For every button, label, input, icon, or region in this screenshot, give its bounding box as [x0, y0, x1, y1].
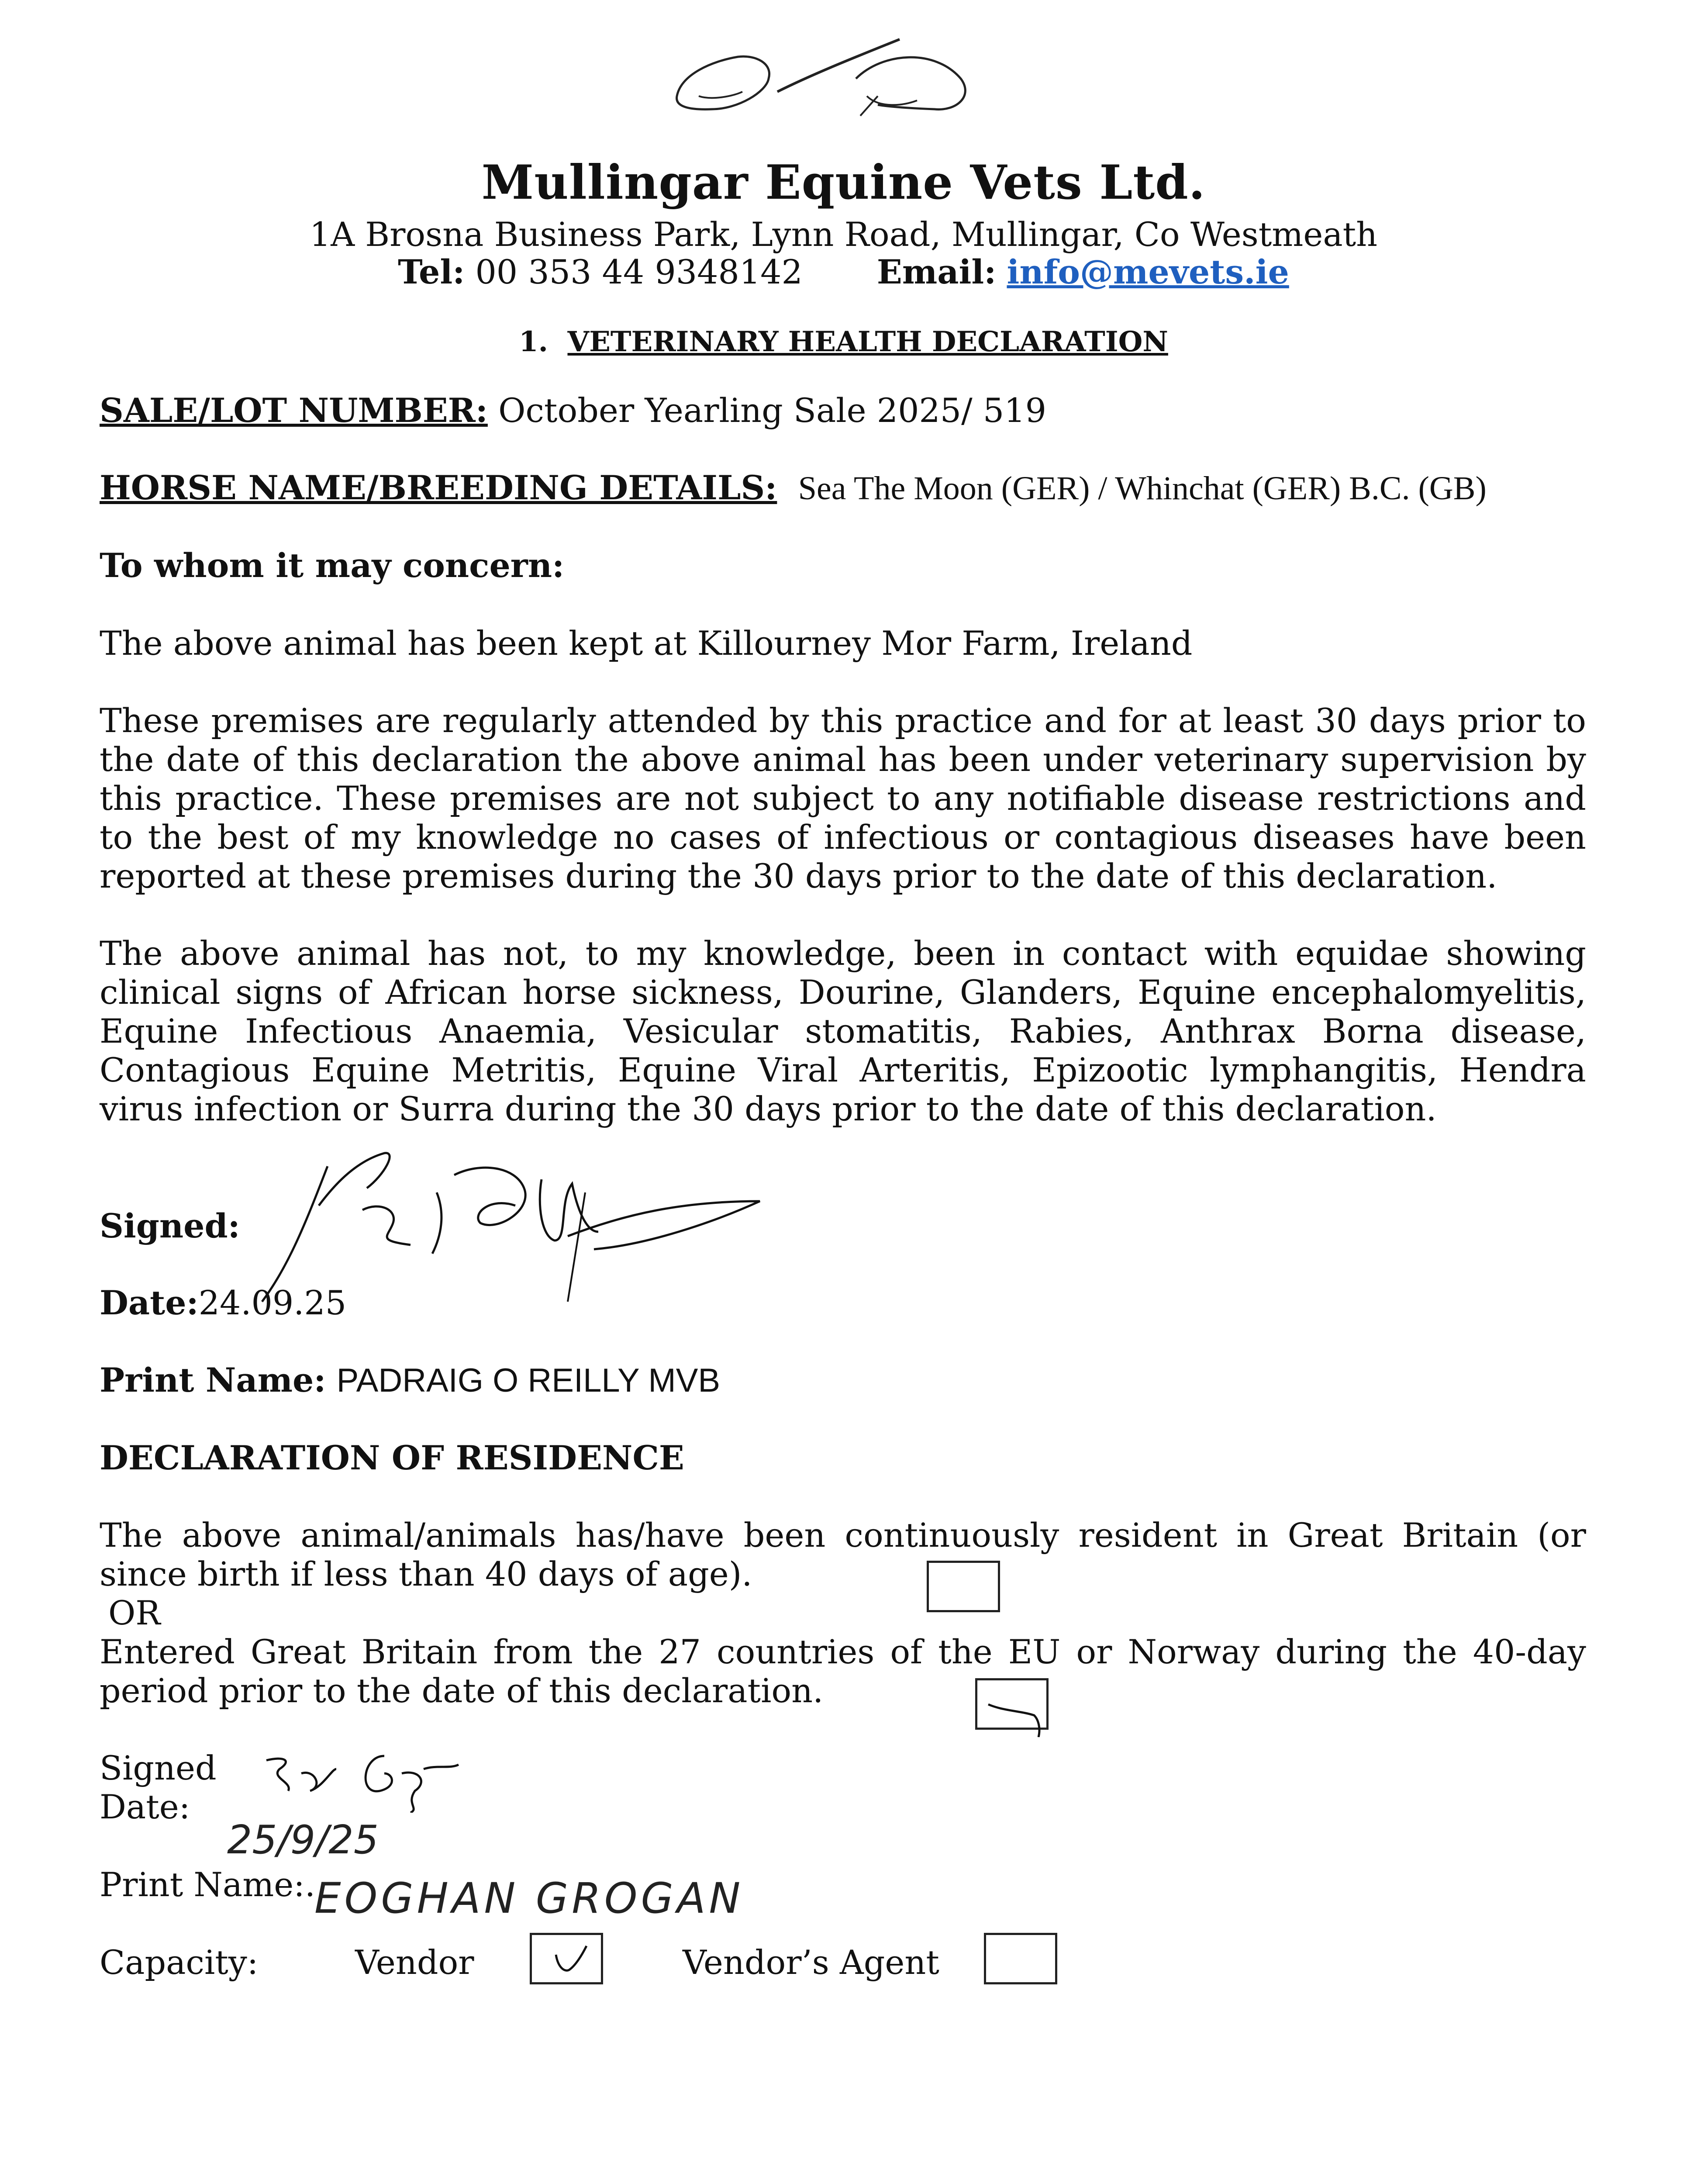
handwritten-name: EOGHAN GROGAN [314, 1874, 744, 1923]
residence-option-2-checkbox[interactable] [975, 1678, 1049, 1730]
or-text: OR [108, 1593, 161, 1632]
vet-signed-label: Signed: [100, 1206, 240, 1245]
horse-heads-logo [673, 31, 978, 144]
company-name: Mullingar Equine Vets Ltd. [481, 155, 1206, 210]
email-link[interactable]: info@mevets.ie [1007, 252, 1289, 291]
contact-line [0, 252, 1687, 291]
capacity-label: Capacity: [100, 1943, 259, 1982]
heading-number: 1. [519, 325, 548, 358]
sale-lot-value: October Yearling Sale 2025/ 519 [498, 391, 1046, 430]
vendor-checkbox[interactable] [530, 1933, 603, 1984]
residence-date-label: Date: [100, 1787, 190, 1826]
vet-print-label: Print Name: [100, 1361, 326, 1400]
tel-label: Tel: [398, 252, 465, 291]
residence-signed-label: Signed [100, 1749, 217, 1787]
company-address: 1A Brosna Business Park, Lynn Road, Mullingar, Co Westmeath [309, 215, 1378, 254]
residence-option-1-checkbox[interactable] [927, 1561, 1000, 1612]
checkmark-icon [977, 1680, 1046, 1737]
horse-label: HORSE NAME/BREEDING DETAILS: [100, 468, 777, 507]
kept-at-text: The above animal has been kept at Killourney Mor Farm, Ireland [100, 624, 1193, 663]
email-label: Email: [876, 252, 997, 291]
checkmark-icon [532, 1935, 601, 1982]
agent-checkbox[interactable] [984, 1933, 1057, 1984]
vet-print-name: PADRAIG O REILLY MVB [336, 1362, 721, 1399]
residence-option-2-text: Entered Great Britain from the 27 countries of the EU or Norway during the 40-day period prior to the date of this declaration. [100, 1632, 1586, 1710]
vendor-label: Vendor [355, 1943, 474, 1982]
vet-date-row [100, 1283, 346, 1322]
heading-title: VETERINARY HEALTH DECLARATION [567, 325, 1168, 358]
vendor-signature [262, 1743, 463, 1813]
sale-lot-row [100, 391, 1046, 430]
disease-paragraph: The above animal has not, to my knowledge, been in contact with equidae showing clinical signs of African horse sickness, Dourine, Glanders, Equine encephalomyelitis, Equine Infectious Anaemia, Vesicular stomatitis, Rabies, Anthrax Borna disease, Contagious Equine Metritis, Equine Viral Arteritis, Epizootic lymphangitis, Hendra virus infection or Surra during the 30 days prior to the date of this declaration. [100, 934, 1586, 1128]
agent-label: Vendor’s Agent [683, 1943, 939, 1982]
horse-value: Sea The Moon (GER) / Whinchat (GER) B.C. (GB) [798, 470, 1487, 507]
declaration-heading [0, 325, 1687, 358]
residence-option-1-text: The above animal/animals has/have been continuously resident in Great Britain (or since birth if less than 40 days of age). [100, 1516, 1586, 1593]
supervision-paragraph: These premises are regularly attended by this practice and for at least 30 days prior to the date of this declaration the above animal has been under veterinary supervision by this practice. These premises are not subject to any notifiable disease restrictions and to the best of my knowledge no cases of infectious or contagious diseases have been reported at these premises during the 30 days prior to the date of this declaration. [100, 701, 1586, 895]
residence-print-label: Print Name:. [100, 1865, 316, 1904]
sale-lot-label: SALE/LOT NUMBER: [100, 391, 488, 430]
salutation: To whom it may concern: [100, 546, 565, 585]
horse-row [100, 468, 1487, 508]
tel-number: 00 353 44 9348142 [475, 252, 803, 291]
vet-print-row [100, 1361, 720, 1400]
handwritten-date: 25/9/25 [227, 1817, 379, 1863]
residence-title: DECLARATION OF RESIDENCE [100, 1438, 684, 1477]
vet-date-value: 24.09.25 [198, 1283, 347, 1322]
vet-date-label: Date: [100, 1283, 199, 1322]
